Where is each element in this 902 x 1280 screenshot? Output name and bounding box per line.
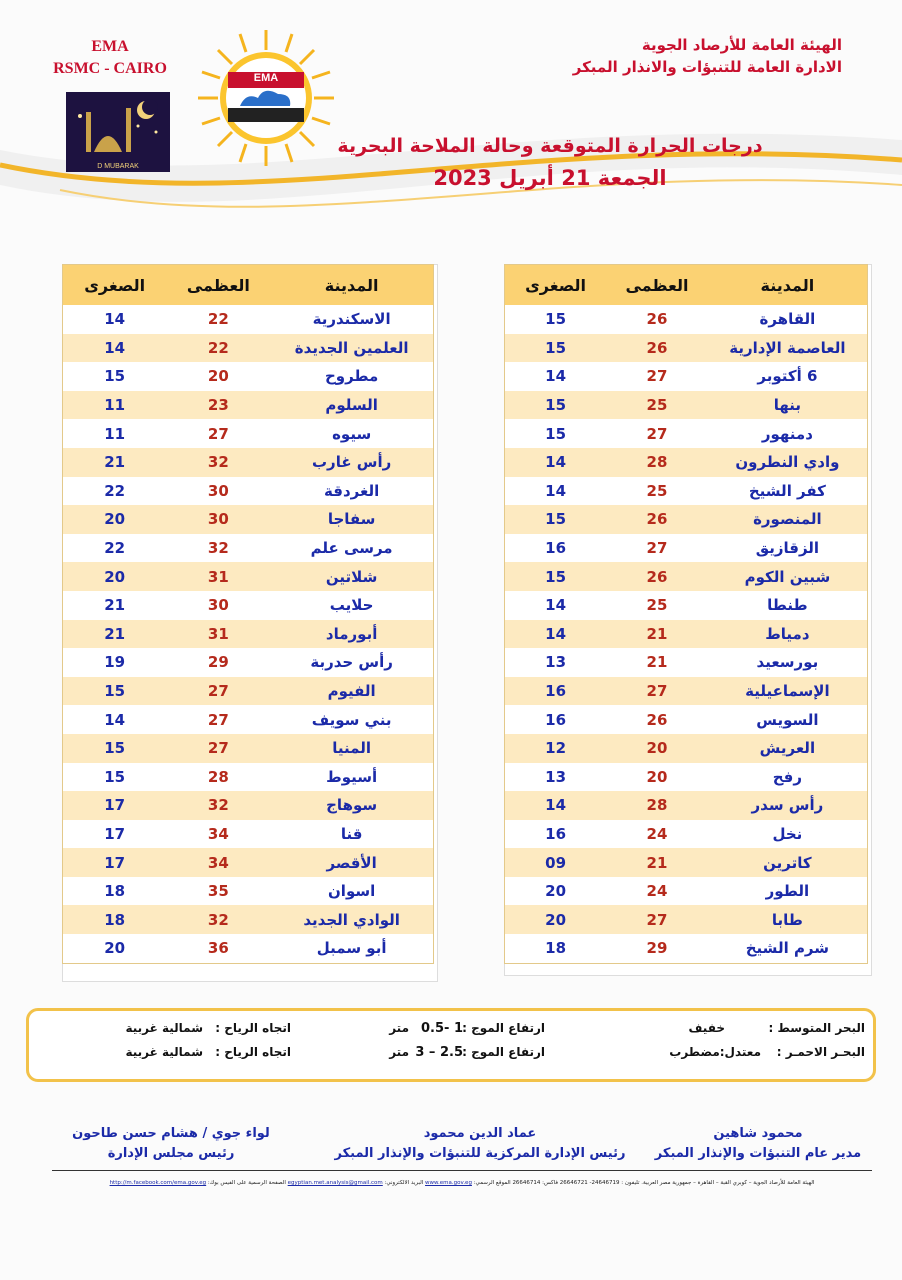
city-cell: المنصورة [708,505,868,534]
city-cell: الاسكندرية [312,310,391,329]
city-cell: السلوم [270,391,433,420]
table-row [63,820,434,849]
max-temp-cell: 27 [606,677,708,706]
min-temp-cell: 16 [545,539,567,558]
table-row [63,562,434,591]
signature-left-name: لواء جوي / هشام حسن طاحون [72,1126,270,1141]
max-temp-cell: 21 [646,653,668,672]
city-cell: اسوان [328,882,376,901]
footer-fb-label: الصفحة الرسمية على الفيس بوك: [207,1180,286,1186]
city-cell: شرم الشيخ [745,939,830,958]
city-cell: دمياط [708,620,868,649]
table-row [505,791,868,820]
red-wave-value: 2.5 – 3 [415,1045,463,1060]
red-wave-unit: متر [389,1045,409,1059]
max-temp-cell: 34 [166,848,270,877]
city-cell: أسيوط [326,767,378,786]
table-row [63,905,434,934]
signature-middle-name: عماد الدين محمود [423,1126,537,1141]
signature-right [648,1124,868,1164]
max-temp-cell: 31 [166,562,270,591]
ema-abbrev: EMA [91,38,129,55]
min-temp-cell: 20 [63,505,167,534]
min-temp-cell: 14 [545,596,567,615]
city-cell: طنطا [767,596,808,615]
city-cell: نخل [772,824,803,843]
min-temp-cell: 15 [545,310,567,329]
min-temp-cell: 16 [505,677,607,706]
min-temp-cell: 20 [63,562,167,591]
city-cell: بنها [708,391,868,420]
max-temp-cell: 27 [646,539,668,558]
table-header-row [63,265,434,306]
table-row [505,391,868,420]
max-temp-cell: 27 [207,424,229,443]
city-cell: العاصمة الإدارية [708,334,868,363]
max-temp-cell: 20 [207,367,229,386]
footer-email-label: البريد الالكتروني: [384,1180,424,1186]
city-cell: الإسماعيلية [708,677,868,706]
col-min-header: الصغرى [63,265,167,306]
max-temp-cell: 26 [646,710,668,729]
red-label: البحـر الاحمـر : [776,1045,865,1059]
footer-contact [52,1180,872,1186]
table-row [63,591,434,620]
min-temp-cell: 15 [63,734,167,763]
max-temp-cell: 28 [606,791,708,820]
table-row [63,763,434,792]
ema-english-header [40,36,180,80]
org-line-2: الادارة العامة للتنبؤات والانذار المبكر [572,58,842,76]
min-temp-cell: 15 [505,505,607,534]
max-temp-cell: 27 [166,677,270,706]
min-temp-cell: 14 [505,620,607,649]
max-temp-cell: 20 [646,767,668,786]
max-temp-cell: 21 [606,848,708,877]
min-temp-cell: 22 [104,539,126,558]
table-row [63,362,434,391]
min-temp-cell: 14 [545,481,567,500]
table-row [63,791,434,820]
document-title [300,130,800,194]
organization-header [482,34,842,78]
city-cell: كفر الشيخ [748,481,826,500]
min-temp-cell: 14 [63,334,167,363]
footer-facebook-link[interactable]: http://m.facebook.com/ema.gov.eg [109,1180,207,1186]
table-row [505,477,868,506]
max-temp-cell: 26 [606,562,708,591]
max-temp-cell: 30 [166,505,270,534]
max-temp-cell: 27 [606,905,708,934]
med-wind-value: شمالية غربية [125,1021,203,1035]
table-row [505,562,868,591]
table-row [63,419,434,448]
min-temp-cell: 15 [505,391,607,420]
table-row [505,877,868,906]
table-row [505,848,868,877]
temperature-table-right [504,264,868,964]
max-temp-cell: 36 [207,939,229,958]
table-row [63,334,434,363]
red-wave-label: ارتفاع الموج : [462,1045,545,1059]
min-temp-cell: 12 [505,734,607,763]
min-temp-cell: 20 [505,905,607,934]
min-temp-cell: 20 [545,882,567,901]
city-cell: مرسى علم [310,539,393,558]
max-temp-cell: 25 [606,391,708,420]
min-temp-cell: 14 [545,367,567,386]
min-temp-cell: 16 [545,710,567,729]
max-temp-cell: 29 [207,653,229,672]
table-row [505,448,868,477]
max-temp-cell: 24 [646,882,668,901]
table-row [63,534,434,563]
min-temp-cell: 19 [104,653,126,672]
max-temp-cell: 25 [646,596,668,615]
table-row [63,505,434,534]
min-temp-cell: 13 [545,767,567,786]
med-wave-value: 1 -0.5 [421,1021,463,1036]
max-temp-cell: 20 [606,734,708,763]
table-header-row [505,265,868,306]
table-row [505,620,868,649]
med-state: خفيف [688,1021,725,1035]
city-cell: الزقازيق [755,539,820,558]
left-table-body [63,305,434,963]
city-cell: الغردقة [324,481,380,500]
signature-left [56,1124,286,1164]
max-temp-cell: 21 [606,620,708,649]
city-cell: سيوه [332,424,372,443]
col-city-header: المدينة [708,265,868,306]
table-row [63,848,434,877]
table-row [505,534,868,563]
max-temp-cell: 32 [166,791,270,820]
city-cell: شلاتين [270,562,433,591]
table-row [63,705,434,734]
med-sea-row [29,1021,873,1045]
city-cell: رأس غارب [270,448,433,477]
table-row [63,734,434,763]
min-temp-cell: 21 [63,620,167,649]
col-min-header: الصغرى [505,265,607,306]
table-row [63,934,434,963]
max-temp-cell: 26 [606,505,708,534]
min-temp-cell: 14 [505,448,607,477]
eid-caption: D MUBARAK [97,163,139,170]
city-cell: السويس [756,710,819,729]
min-temp-cell: 14 [505,791,607,820]
min-temp-cell: 18 [545,939,567,958]
city-cell: 6 أكتوبر [757,367,818,386]
table-row [505,305,868,334]
rsmc-label: RSMC - CAIRO [53,60,167,77]
table-row [63,448,434,477]
signature-middle [330,1124,630,1164]
right-table-body [505,305,868,963]
signature-right-name: محمود شاهين [713,1126,803,1141]
city-cell: رأس حدربة [310,653,393,672]
min-temp-cell: 15 [104,367,126,386]
max-temp-cell: 25 [646,481,668,500]
min-temp-cell: 15 [505,562,607,591]
city-cell: وادي النطرون [708,448,868,477]
city-cell: الطور [765,882,810,901]
min-temp-cell: 22 [104,481,126,500]
table-row [505,591,868,620]
max-temp-cell: 27 [207,710,229,729]
max-temp-cell: 23 [166,391,270,420]
table-row [505,334,868,363]
city-cell: الأقصر [270,848,433,877]
max-temp-cell: 32 [166,448,270,477]
table-row [505,820,868,849]
footer-address: الهيئة العامة للأرصاد الجوية – كوبري القبة – القاهرة – جمهورية مصر العربية. تليفون : 24646719- 26646721 فاكس: 26646714 الموقع الرسمي: [473,1180,815,1186]
table-row [505,705,868,734]
max-temp-cell: 32 [207,539,229,558]
med-wave-unit: متر [389,1021,409,1035]
eid-greeting-image [66,92,170,172]
footer-website-link[interactable]: www.ema.gov.eg [425,1180,472,1186]
city-cell: المنيا [270,734,433,763]
table-row [63,877,434,906]
table-row [505,505,868,534]
max-temp-cell: 30 [207,481,229,500]
max-temp-cell: 24 [646,824,668,843]
marine-conditions-box [26,1008,876,1082]
min-temp-cell: 17 [104,824,126,843]
min-temp-cell: 11 [104,424,126,443]
min-temp-cell: 15 [505,334,607,363]
min-temp-cell: 21 [63,448,167,477]
city-cell: العريش [708,734,868,763]
min-temp-cell: 20 [104,939,126,958]
city-cell: أبورماد [270,620,433,649]
city-cell: دمنهور [761,424,813,443]
min-temp-cell: 21 [104,596,126,615]
table-row [505,763,868,792]
city-cell: الوادي الجديد [270,905,433,934]
max-temp-cell: 35 [207,882,229,901]
city-cell: مطروح [324,367,379,386]
city-cell: قنا [340,824,363,843]
logo-text: EMA [253,72,279,84]
med-wind-label: اتجاه الرياح : [215,1021,291,1035]
red-state: معتدل:مضطرب [669,1045,761,1059]
red-wind-label: اتجاه الرياح : [215,1045,291,1059]
max-temp-cell: 32 [166,905,270,934]
min-temp-cell: 15 [545,424,567,443]
mosque-icon [66,92,170,172]
city-cell: أبو سمبل [316,939,387,958]
min-temp-cell: 14 [104,710,126,729]
col-city-header: المدينة [270,265,433,306]
min-temp-cell: 09 [505,848,607,877]
city-cell: شبين الكوم [708,562,868,591]
max-temp-cell: 26 [606,334,708,363]
min-temp-cell: 18 [63,905,167,934]
col-max-header: العظمى [166,265,270,306]
city-cell: سفاجا [270,505,433,534]
city-cell: الفيوم [270,677,433,706]
med-label: البحر المتوسط : [768,1021,865,1035]
org-line-1: الهيئة العامة للأرصاد الجوية [641,36,842,54]
max-temp-cell: 22 [207,310,229,329]
max-temp-cell: 27 [646,367,668,386]
city-cell: سوهاج [270,791,433,820]
table-row [63,677,434,706]
max-temp-cell: 26 [646,310,668,329]
footer-divider [52,1170,872,1171]
min-temp-cell: 15 [104,767,126,786]
city-cell: رأس سدر [708,791,868,820]
city-cell: حلايب [329,596,374,615]
max-temp-cell: 28 [207,767,229,786]
max-temp-cell: 27 [646,424,668,443]
table-row [63,477,434,506]
max-temp-cell: 31 [166,620,270,649]
city-cell: طابا [708,905,868,934]
red-wind-value: شمالية غربية [125,1045,203,1059]
city-cell: رفح [772,767,803,786]
signature-right-title: مدير عام التنبؤات والإنذار المبكر [654,1146,862,1161]
signature-middle-title: رئيس الإدارة المركزية للتنبؤات والإنذار المبكر [334,1146,626,1161]
title-line-1: درجات الحرارة المتوقعة وحالة الملاحة البحرية [337,135,763,157]
city-cell: القاهرة [759,310,816,329]
table-row [63,391,434,420]
title-date: الجمعة 21 أبريل 2023 [433,166,667,190]
city-cell: العلمين الجديدة [270,334,433,363]
max-temp-cell: 22 [166,334,270,363]
footer-email-link[interactable]: egyptian.met.analysis@gmail.com [287,1180,383,1186]
col-max-header: العظمى [606,265,708,306]
table-row [63,648,434,677]
min-temp-cell: 16 [545,824,567,843]
max-temp-cell: 29 [646,939,668,958]
min-temp-cell: 17 [63,848,167,877]
table-row [505,905,868,934]
min-temp-cell: 15 [63,677,167,706]
table-row [505,934,868,963]
min-temp-cell: 17 [63,791,167,820]
city-cell: بورسعيد [756,653,819,672]
max-temp-cell: 30 [207,596,229,615]
red-sea-row [29,1045,873,1069]
table-row [505,648,868,677]
table-row [505,734,868,763]
min-temp-cell: 14 [104,310,126,329]
max-temp-cell: 28 [606,448,708,477]
min-temp-cell: 11 [63,391,167,420]
max-temp-cell: 27 [166,734,270,763]
temperature-table-left [62,264,434,964]
table-row [63,305,434,334]
city-cell: كاترين [708,848,868,877]
max-temp-cell: 34 [207,824,229,843]
min-temp-cell: 18 [104,882,126,901]
med-wave-label: ارتفاع الموج : [462,1021,545,1035]
table-row [505,362,868,391]
signature-left-title: رئيس مجلس الإدارة [107,1146,235,1161]
min-temp-cell: 13 [545,653,567,672]
table-row [505,419,868,448]
table-row [505,677,868,706]
table-row [63,620,434,649]
city-cell: بني سويف [311,710,392,729]
